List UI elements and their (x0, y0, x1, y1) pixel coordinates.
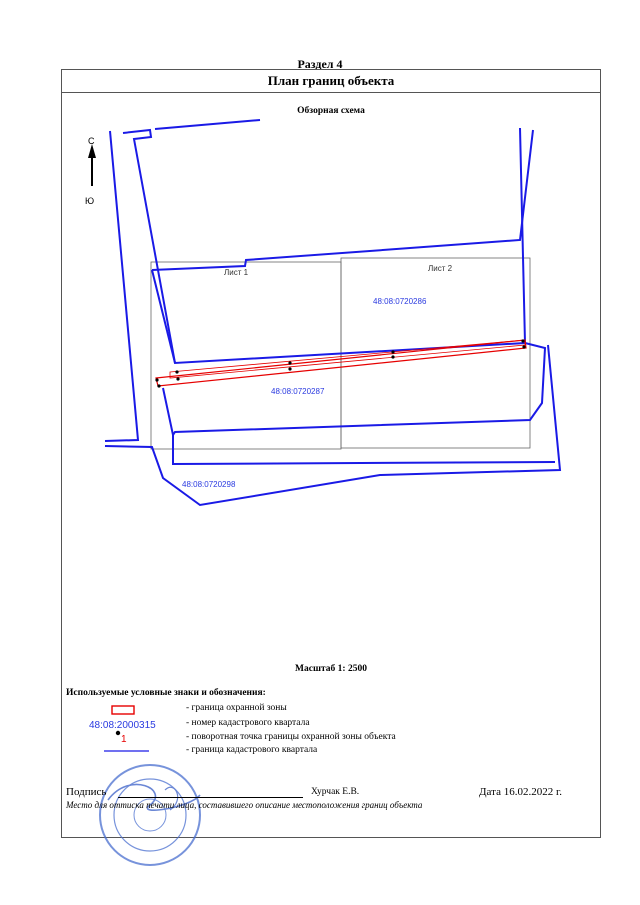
map-title: Обзорная схема (297, 106, 365, 116)
legend-point-number: 1 (121, 734, 127, 745)
legend-zone-symbol (112, 706, 134, 714)
seal-stamp (100, 765, 200, 865)
section-title: Раздел 4 (297, 57, 343, 71)
sheet-1-label: Лист 1 (224, 268, 249, 277)
quarter-label: 48:08:0720298 (182, 480, 236, 489)
document-header: План границ объекта (61, 69, 601, 93)
quarter-border (152, 130, 533, 270)
legend-item-quarter-border: - граница кадастрового квартала (186, 745, 318, 755)
turning-point (157, 384, 160, 387)
document-date: Дата 16.02.2022 г. (479, 786, 562, 798)
stamp-note: Место для оттиска печати лица, составившего описание местоположения границ объекта (66, 800, 423, 810)
quarter-border (155, 120, 260, 129)
turning-point (288, 367, 291, 370)
signature-line (118, 797, 303, 798)
legend-quarter-symbol: 48:08:2000315 (89, 720, 156, 731)
legend-title: Используемые условные знаки и обозначения: (66, 688, 266, 698)
turning-point (155, 378, 158, 381)
legend-item-quarter-number: - номер кадастрового квартала (186, 718, 310, 728)
quarter-label: 48:08:0720287 (271, 387, 325, 396)
turning-point (391, 355, 394, 358)
quarter-borders (105, 120, 560, 505)
quarter-border (123, 128, 525, 363)
turning-point (288, 361, 291, 364)
turning-point (175, 370, 178, 373)
quarter-border (163, 343, 545, 435)
south-label: Ю (85, 196, 95, 206)
quarter-label: 48:08:0720286 (373, 297, 427, 306)
legend-item-zone: - граница охранной зоны (186, 703, 287, 713)
signer-name: Хурчак Е.В. (311, 787, 360, 797)
legend-item-turning-point: - поворотная точка границы охранной зоны объекта (186, 732, 396, 742)
sheet-2-label: Лист 2 (428, 264, 453, 273)
turning-point (391, 350, 394, 353)
quarter-border (105, 345, 560, 505)
quarter-border (105, 131, 138, 441)
map-scale: Масштаб 1: 2500 (295, 664, 367, 674)
turning-point (522, 345, 525, 348)
turning-point (176, 377, 179, 380)
turning-point (521, 339, 524, 342)
north-label: С (88, 136, 95, 146)
signature-label: Подпись (66, 786, 107, 798)
quarter-border (152, 270, 175, 363)
north-arrow-icon (85, 136, 96, 206)
legend-point-icon (116, 731, 120, 735)
quarter-border (173, 435, 555, 464)
